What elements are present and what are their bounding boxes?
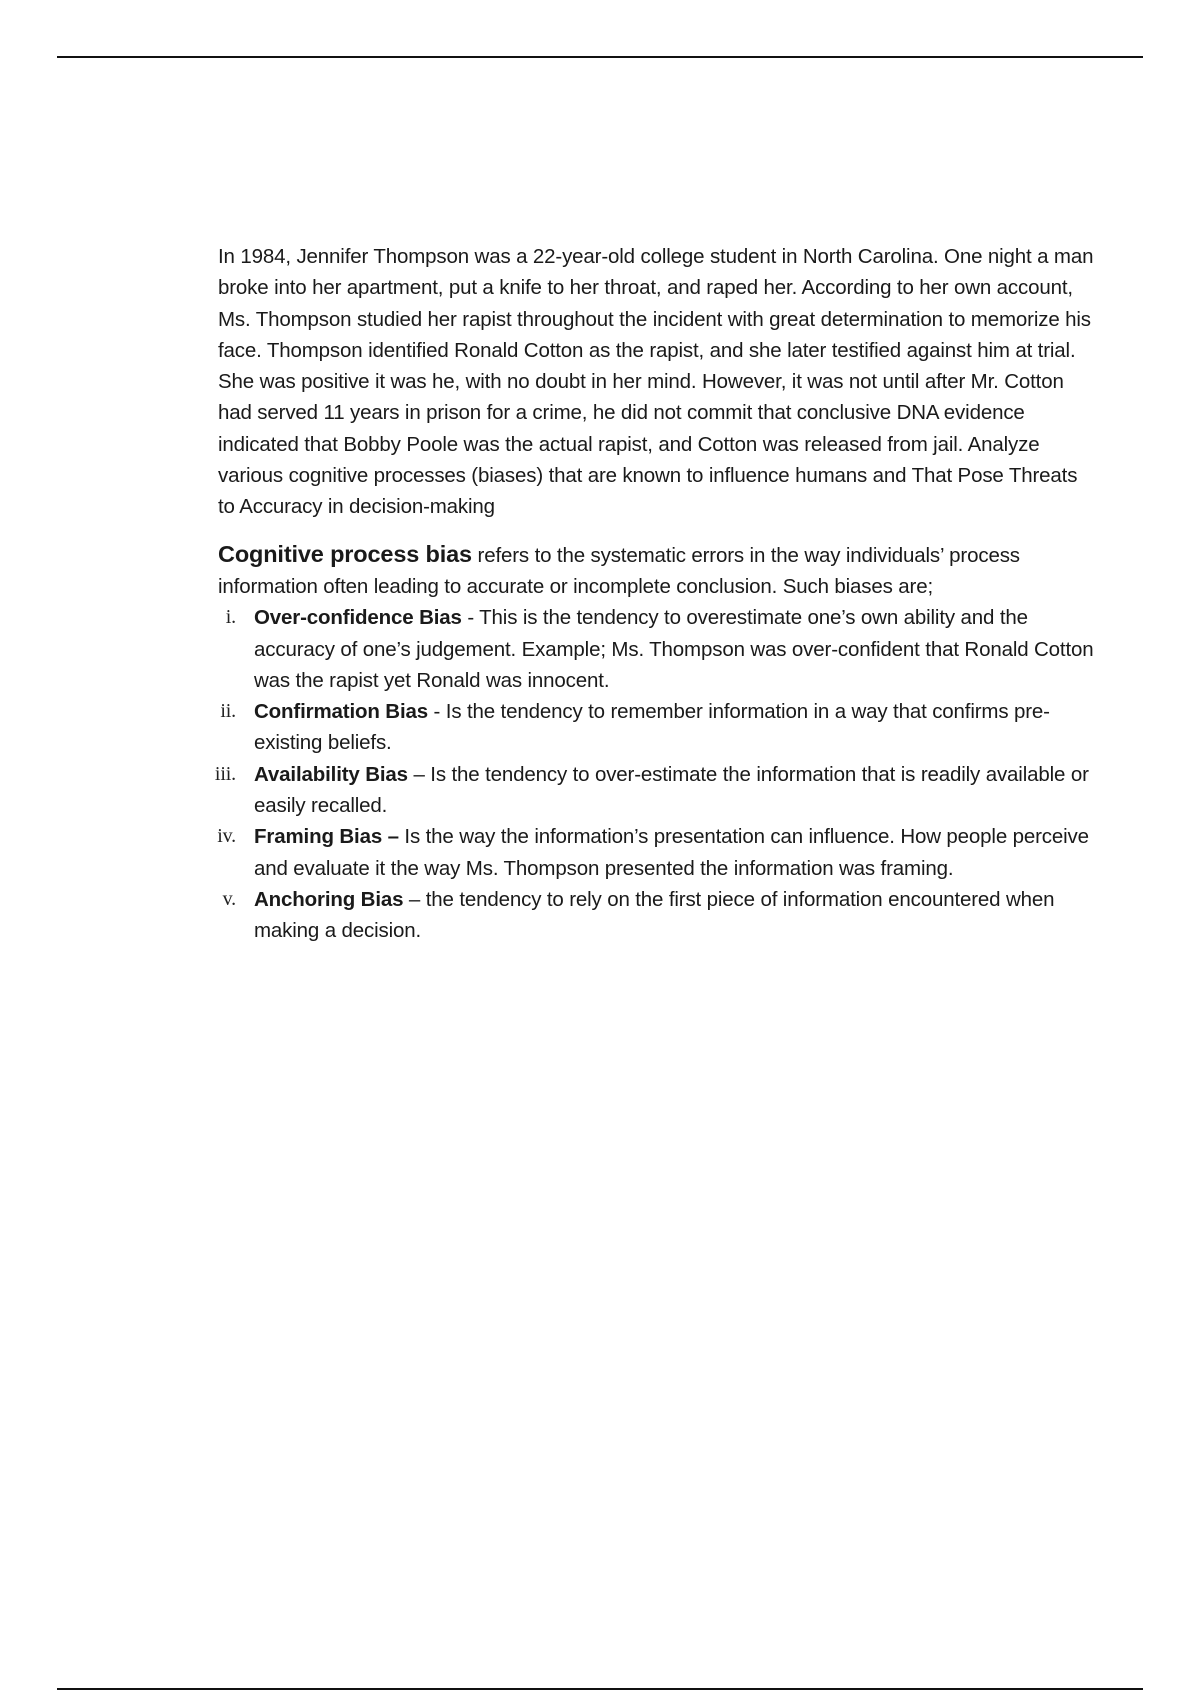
list-numeral: ii. bbox=[220, 700, 236, 723]
bias-description: – the tendency to rely on the first piece of information encountered when making a decision. bbox=[254, 887, 1055, 943]
list-numeral: iii. bbox=[214, 762, 236, 785]
intro-paragraph: In 1984, Jennifer Thompson was a 22-year-old college student in North Carolina. One night a man broke into her apartment, put a knife to her throat, and raped her. According to her own account, Ms. Thompson studied her rapist throughout the incident with great determination to memorize his face. Thompson identified Ronald Cotton as the rapist, and she later testified against him at trial. She was positive it was he, with no doubt in her mind. However, it was not until after Mr. Cotton had served 11 years in prison for a crime, he did not commit that conclusive DNA evidence indicated that Bobby Poole was the actual rapist, and Cotton was released from jail. Analyze various cognitive processes (biases) that are known to influence humans and That Pose Threats to Accuracy in decision-making bbox=[218, 245, 1094, 519]
header-rule bbox=[57, 56, 1143, 58]
bias-title: Over-confidence Bias bbox=[254, 606, 462, 630]
list-numeral: i. bbox=[225, 606, 236, 629]
bias-description: - This is the tendency to overestimate one’s own ability and the accuracy of one’s judgement. Example; Ms. Thompson was over-confident that Ronald Cotton was the rapist yet Ronald was innocent. bbox=[254, 606, 1094, 692]
list-item bbox=[214, 759, 1098, 822]
definition-paragraph bbox=[218, 539, 1098, 603]
document-body bbox=[214, 241, 1098, 947]
bias-description: Is the way the information’s presentation can influence. How people perceive and evaluate it the way Ms. Thompson presented the information was framing. bbox=[254, 825, 1089, 880]
bias-list bbox=[214, 602, 1098, 946]
list-item bbox=[218, 602, 1098, 696]
list-numeral: iv. bbox=[217, 825, 236, 848]
list-numeral: v. bbox=[222, 887, 236, 910]
bias-title: Confirmation Bias bbox=[254, 700, 428, 724]
bias-title: Framing Bias – bbox=[254, 825, 399, 849]
bias-description: – Is the tendency to over-estimate the information that is readily available or easily recalled. bbox=[254, 762, 1089, 818]
list-item bbox=[218, 696, 1098, 759]
bias-description: - Is the tendency to remember information in a way that confirms pre-existing beliefs. bbox=[254, 700, 1050, 755]
definition-term: Cognitive process bias bbox=[218, 540, 472, 567]
footer-rule bbox=[57, 1688, 1143, 1690]
bias-title: Availability Bias bbox=[254, 762, 408, 786]
definition-text: refers to the systematic errors in the way individuals’ process information often leading to accurate or incomplete conclusion. Such biases are; bbox=[218, 543, 1020, 598]
list-item bbox=[218, 821, 1098, 884]
list-item bbox=[218, 884, 1098, 947]
bias-title: Anchoring Bias bbox=[254, 887, 404, 911]
